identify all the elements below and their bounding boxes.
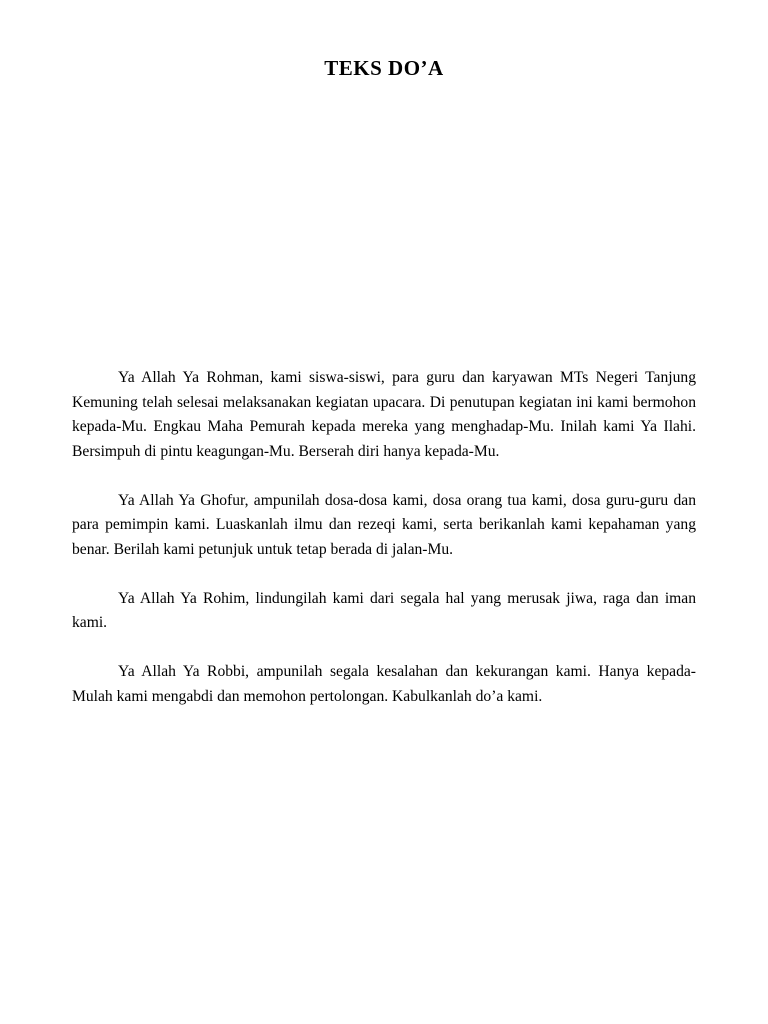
page-title: TEKS DO’A [324,56,444,80]
paragraph-2: Ya Allah Ya Ghofur, ampunilah dosa-dosa kami, dosa orang tua kami, dosa guru-guru dan para pemimpin kami. Luaskanlah ilmu dan rezeqi kami, serta berikanlah kami kepahaman yang benar. Berilah kami petunjuk untuk tetap berada di jalan-Mu. [72,491,696,558]
paragraph-4: Ya Allah Ya Robbi, ampunilah segala kesalahan dan kekurangan kami. Hanya kepada-Mulah kami mengabdi dan memohon pertolongan. Kabulkanlah do’a kami. [72,663,696,705]
paragraph-3: Ya Allah Ya Rohim, lindungilah kami dari segala hal yang merusak jiwa, raga dan iman kami. [72,589,696,631]
paragraph-1: Ya Allah Ya Rohman, kami siswa-siswi, para guru dan karyawan MTs Negeri Tanjung Kemuning telah selesai melaksanakan kegiatan upacara. Di penutupan kegiatan ini kami bermohon kepada-Mu. Engkau Maha Pemurah kepada mereka yang menghadap-Mu. Inilah kami Ya Ilahi. Bersimpuh di pintu keagungan-Mu. Berserah diri hanya kepada-Mu. [72,369,696,460]
prayer-text [72,366,696,709]
